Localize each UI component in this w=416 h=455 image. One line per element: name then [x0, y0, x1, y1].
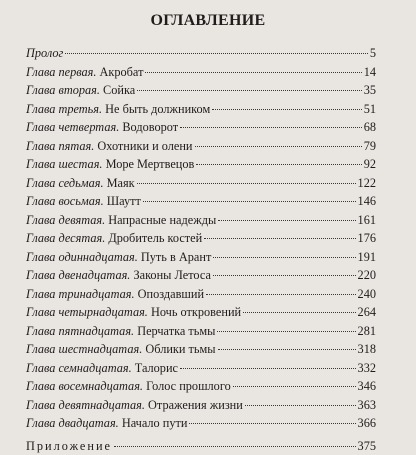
page-number: 346 — [358, 377, 376, 396]
table-of-contents — [26, 44, 376, 455]
entry-label — [26, 81, 135, 100]
chapter-title: Законы Летоса — [133, 268, 210, 282]
toc-entry[interactable] — [26, 63, 376, 82]
chapter-title: Сойка — [103, 83, 135, 97]
entry-label — [26, 285, 204, 304]
entry-label — [26, 266, 211, 285]
chapter-number: Глава семнадцатая. — [26, 361, 132, 375]
toc-entry[interactable] — [26, 155, 376, 174]
dot-leader — [180, 127, 362, 128]
chapter-title: Не быть должником — [105, 102, 210, 116]
chapter-title: Начало пути — [122, 416, 188, 430]
chapter-title: Опоздавший — [138, 287, 204, 301]
dot-leader — [218, 349, 356, 350]
chapter-number: Глава четвертая. — [26, 120, 119, 134]
entry-label — [26, 155, 194, 174]
toc-entry[interactable] — [26, 192, 376, 211]
chapter-number: Глава девятая. — [26, 213, 105, 227]
dot-leader — [114, 446, 356, 447]
toc-entry[interactable] — [26, 414, 376, 433]
page-number: 14 — [364, 63, 376, 82]
dot-leader — [213, 275, 356, 276]
chapter-number: Глава восемнадцатая. — [26, 379, 143, 393]
chapter-number: Глава шестнадцатая. — [26, 342, 142, 356]
chapter-title: Маяк — [107, 176, 135, 190]
toc-entry[interactable] — [26, 44, 376, 63]
dot-leader — [213, 257, 355, 258]
chapter-title: Путь в Арант — [141, 250, 211, 264]
dot-leader — [243, 312, 355, 313]
page-number: 220 — [358, 266, 376, 285]
page-number: 5 — [370, 44, 376, 63]
toc-entry[interactable] — [26, 303, 376, 322]
chapter-title: Талорис — [135, 361, 178, 375]
page-number: 363 — [358, 396, 376, 415]
toc-entry[interactable] — [26, 396, 376, 415]
chapter-number: Глава пятнадцатая. — [26, 324, 134, 338]
entry-label — [26, 137, 193, 156]
dot-leader — [180, 368, 356, 369]
dot-leader — [217, 331, 355, 332]
dot-leader — [212, 109, 361, 110]
chapter-title: Голос прошлого — [146, 379, 231, 393]
toc-entry[interactable] — [26, 118, 376, 137]
chapter-number: Глава двадцатая. — [26, 416, 119, 430]
page-number: 176 — [358, 229, 376, 248]
entry-label — [26, 100, 210, 119]
chapter-number: Глава девятнадцатая. — [26, 398, 145, 412]
chapter-title: Отражения жизни — [148, 398, 243, 412]
chapter-number: Глава седьмая. — [26, 176, 104, 190]
chapter-title: Перчатка тьмы — [137, 324, 215, 338]
page-number: 264 — [358, 303, 376, 322]
entry-label — [26, 377, 231, 396]
page-number: 366 — [358, 414, 376, 433]
chapter-title: Море Мертвецов — [106, 157, 195, 171]
chapter-title: Ночь откровений — [151, 305, 241, 319]
page-number: 68 — [364, 118, 376, 137]
entry-label — [26, 63, 143, 82]
chapter-title: Дробитель костей — [108, 231, 202, 245]
page-number: 191 — [358, 248, 376, 267]
chapter-title: Напрасные надежды — [108, 213, 216, 227]
page-number: 281 — [358, 322, 376, 341]
chapter-title: Облики тьмы — [145, 342, 215, 356]
toc-entry[interactable] — [26, 359, 376, 378]
page-number: 146 — [358, 192, 376, 211]
dot-leader — [196, 164, 361, 165]
chapter-number: Глава одиннадцатая. — [26, 250, 138, 264]
page-number: 51 — [364, 100, 376, 119]
entry-label — [26, 414, 187, 433]
page-number: 375 — [358, 437, 376, 455]
page-number: 79 — [364, 137, 376, 156]
toc-entry[interactable] — [26, 211, 376, 230]
entry-label — [26, 44, 63, 63]
toc-entry[interactable] — [26, 248, 376, 267]
dot-leader — [195, 146, 362, 147]
toc-entry[interactable] — [26, 137, 376, 156]
dot-leader — [233, 386, 356, 387]
entry-label — [26, 229, 202, 248]
toc-entry[interactable] — [26, 229, 376, 248]
dot-leader — [206, 294, 356, 295]
chapter-number: Глава десятая. — [26, 231, 105, 245]
entry-label — [26, 340, 216, 359]
dot-leader — [189, 423, 355, 424]
toc-entry[interactable] — [26, 285, 376, 304]
chapter-title: Водоворот — [122, 120, 178, 134]
dot-leader — [65, 53, 368, 54]
dot-leader — [145, 72, 361, 73]
entry-label — [26, 359, 178, 378]
entry-label — [26, 322, 215, 341]
dot-leader — [143, 201, 356, 202]
chapter-title: Охотники и олени — [97, 139, 192, 153]
entry-label — [26, 192, 141, 211]
toc-entry[interactable] — [26, 174, 376, 193]
page-number: 92 — [364, 155, 376, 174]
chapter-number: Глава тринадцатая. — [26, 287, 135, 301]
page-title: ОГЛАВЛЕНИЕ — [0, 12, 416, 30]
chapter-number: Глава вторая. — [26, 83, 100, 97]
page-number: 122 — [358, 174, 376, 193]
chapter-number: Глава шестая. — [26, 157, 102, 171]
page-number: 240 — [358, 285, 376, 304]
dot-leader — [245, 405, 356, 406]
toc-entry[interactable] — [26, 100, 376, 119]
entry-label — [26, 211, 216, 230]
toc-entry-appendix[interactable] — [26, 437, 376, 455]
dot-leader — [218, 220, 355, 221]
entry-label — [26, 248, 211, 267]
page-number: 35 — [364, 81, 376, 100]
entry-label — [26, 174, 135, 193]
chapter-title: Акробат — [100, 65, 144, 79]
appendix-label: Приложение — [26, 437, 112, 455]
chapter-number: Глава двенадцатая. — [26, 268, 130, 282]
chapter-number: Пролог — [26, 46, 63, 60]
toc-entry[interactable] — [26, 81, 376, 100]
entry-label — [26, 303, 241, 322]
dot-leader — [204, 238, 355, 239]
page-number: 161 — [358, 211, 376, 230]
entry-label — [26, 118, 178, 137]
toc-entry[interactable] — [26, 266, 376, 285]
toc-entry[interactable] — [26, 340, 376, 359]
toc-entry[interactable] — [26, 322, 376, 341]
dot-leader — [137, 183, 356, 184]
page-number: 318 — [358, 340, 376, 359]
chapter-number: Глава первая. — [26, 65, 96, 79]
chapter-title: Шаутт — [107, 194, 141, 208]
page-number: 332 — [358, 359, 376, 378]
chapter-number: Глава третья. — [26, 102, 102, 116]
chapter-number: Глава пятая. — [26, 139, 94, 153]
entry-label — [26, 396, 243, 415]
chapter-number: Глава четырнадцатая. — [26, 305, 148, 319]
dot-leader — [137, 90, 362, 91]
chapter-number: Глава восьмая. — [26, 194, 104, 208]
toc-entry[interactable] — [26, 377, 376, 396]
